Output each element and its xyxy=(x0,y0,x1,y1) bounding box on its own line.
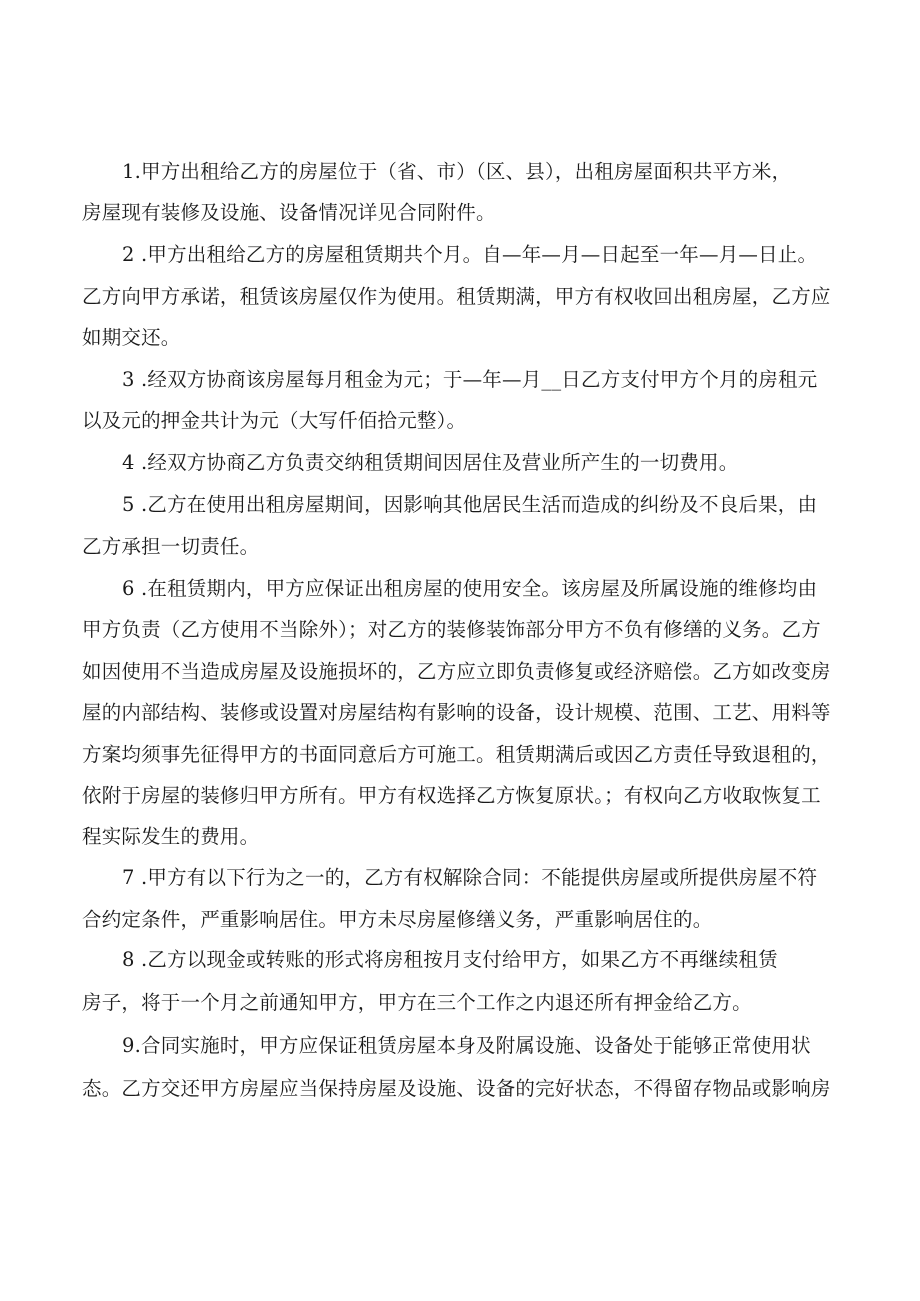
clause-6-line-7: 程实际发生的费用。 xyxy=(82,825,260,848)
clause-8-line-1: 8 .乙方以现金或转账的形式将房租按月支付给甲方，如果乙方不再继续租赁 xyxy=(122,948,778,971)
clause-6-line-6: 依附于房屋的装修归甲方所有。甲方有权选择乙方恢复原状。；有权向乙方收取恢复工 xyxy=(82,784,821,807)
clause-2-line-2: 乙方向甲方承诺，租赁该房屋仅作为使用。租赁期满，甲方有权收回出租房屋，乙方应 xyxy=(82,285,831,308)
clause-5-line-1: 5 .乙方在使用出租房屋期间，因影响其他居民生活而造成的纠纷及不良后果，由 xyxy=(122,493,818,516)
clause-3-line-2: 以及元的押金共计为元（大写仟佰拾元整）。 xyxy=(82,409,467,432)
clause-6-line-3: 如因使用不当造成房屋及设施损坏的，乙方应立即负责修复或经济赔偿。乙方如改变房 xyxy=(82,660,831,683)
clause-9-line-1: 9.合同实施时，甲方应保证租赁房屋本身及附属设施、设备处于能够正常使用状 xyxy=(122,1034,811,1057)
clause-6-line-1: 6 .在租赁期内，甲方应保证出租房屋的使用安全。该房屋及所属设施的维修均由 xyxy=(122,577,818,600)
clause-4-line-1: 4 .经双方协商乙方负责交纳租赁期间因居住及营业所产生的一切费用。 xyxy=(122,451,739,474)
clause-6-line-2: 甲方负责（乙方使用不当除外）；对乙方的装修装饰部分甲方不负有修缮的义务。乙方 xyxy=(82,618,821,641)
clause-2-line-3: 如期交还。 xyxy=(82,326,181,349)
clause-6-line-4: 屋的内部结构、装修或设置对房屋结构有影响的设备，设计规模、范围、工艺、用料等 xyxy=(82,701,831,724)
clause-5-line-2: 乙方承担一切责任。 xyxy=(82,535,260,558)
clause-7-line-2: 合约定条件，严重影响居住。甲方未尽房屋修缮义务，严重影响居住的。 xyxy=(82,908,713,931)
clause-1-line-2: 房屋现有装修及设施、设备情况详见合同附件。 xyxy=(82,201,496,224)
clause-1-line-1: 1.甲方出租给乙方的房屋位于（省、市）（区、县），出租房屋面积共平方米， xyxy=(122,160,792,183)
clause-2-line-1: 2 .甲方出租给乙方的房屋租赁期共个月。自—年—月—日起至一年—月—日止。 xyxy=(122,243,818,266)
clause-8-line-2: 房子，将于一个月之前通知甲方，甲方在三个工作之内退还所有押金给乙方。 xyxy=(82,991,752,1014)
clause-9-line-2: 态。乙方交还甲方房屋应当保持房屋及设施、设备的完好状态，不得留存物品或影响房 xyxy=(82,1077,831,1100)
clause-3-line-1: 3 .经双方协商该房屋每月租金为元；于—年—月__日乙方支付甲方个月的房租元 xyxy=(122,368,818,391)
clause-7-line-1: 7 .甲方有以下行为之一的，乙方有权解除合同：不能提供房屋或所提供房屋不符 xyxy=(122,866,818,889)
clause-6-line-5: 方案均须事先征得甲方的书面同意后方可施工。租赁期满后或因乙方责任导致退租的， xyxy=(82,743,831,766)
